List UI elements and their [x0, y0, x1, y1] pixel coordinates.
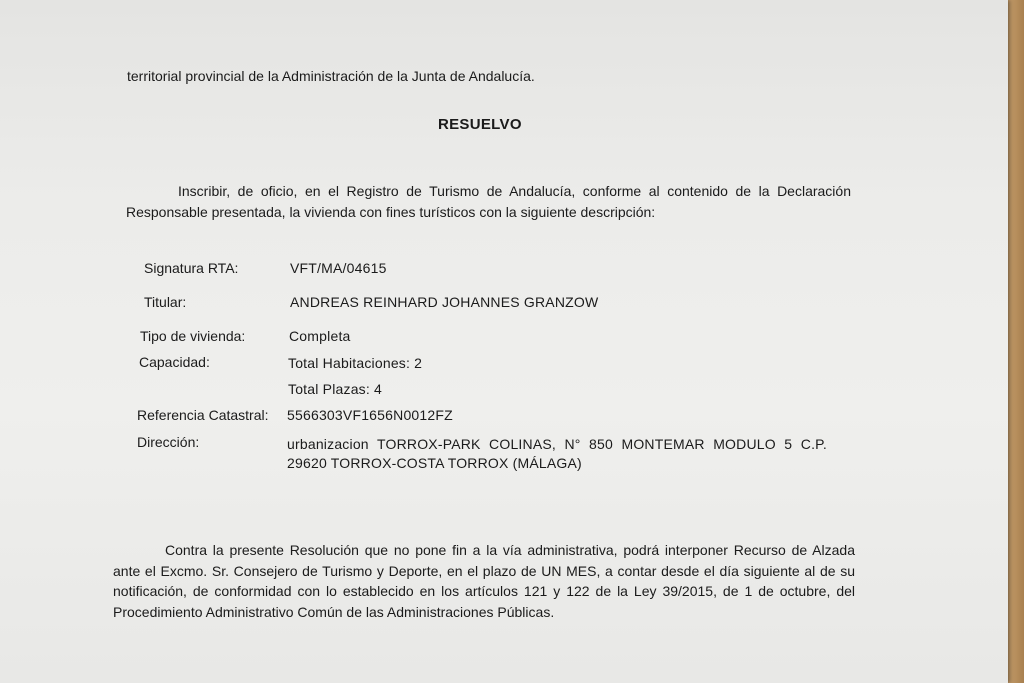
intro-paragraph — [126, 181, 851, 222]
closing-paragraph — [113, 540, 855, 622]
tipo-vivienda-value: Completa — [289, 328, 351, 344]
top-line: territorial provincial de la Administración de la Junta de Andalucía. — [127, 68, 535, 84]
resolution-heading: RESUELVO — [438, 116, 522, 133]
tipo-vivienda-label: Tipo de vivienda: — [140, 328, 246, 344]
referencia-catastral-label: Referencia Catastral: — [137, 407, 269, 423]
capacidad-label: Capacidad: — [139, 354, 210, 370]
titular-value: ANDREAS REINHARD JOHANNES GRANZOW — [290, 294, 599, 310]
signatura-label: Signatura RTA: — [144, 260, 239, 276]
habitaciones-value: Total Habitaciones: 2 — [288, 355, 423, 371]
closing-text: Contra la presente Resolución que no pone fin a la vía administrativa, podrá interponer Recurso de Alzada ante el Excmo. Sr. Consejero de Turismo y Deporte, en el plazo de UN MES, a contar desde el día siguiente al de su notificación, de conformidad con lo establecido en los artículos 121 y 122 de la Ley 39/2015, de 1 de octubre, del Procedimiento Administrativo Común de las Administraciones Públicas. — [113, 542, 855, 620]
plazas-value: Total Plazas: 4 — [288, 381, 383, 397]
titular-label: Titular: — [144, 294, 187, 310]
direccion-label: Dirección: — [137, 434, 200, 450]
referencia-catastral-value: 5566303VF1656N0012FZ — [287, 407, 453, 423]
direccion-value: urbanizacion TORROX-PARK COLINAS, N° 850 MONTEMAR MODULO 5 C.P. 29620 TORROX-COSTA TORROX (MÁLAGA) — [287, 436, 827, 471]
intro-text: Inscribir, de oficio, en el Registro de Turismo de Andalucía, conforme al contenido de la Declaración Responsable presentada, la vivienda con fines turísticos con la siguiente descripción: — [126, 183, 851, 220]
signatura-value: VFT/MA/04615 — [290, 260, 387, 276]
